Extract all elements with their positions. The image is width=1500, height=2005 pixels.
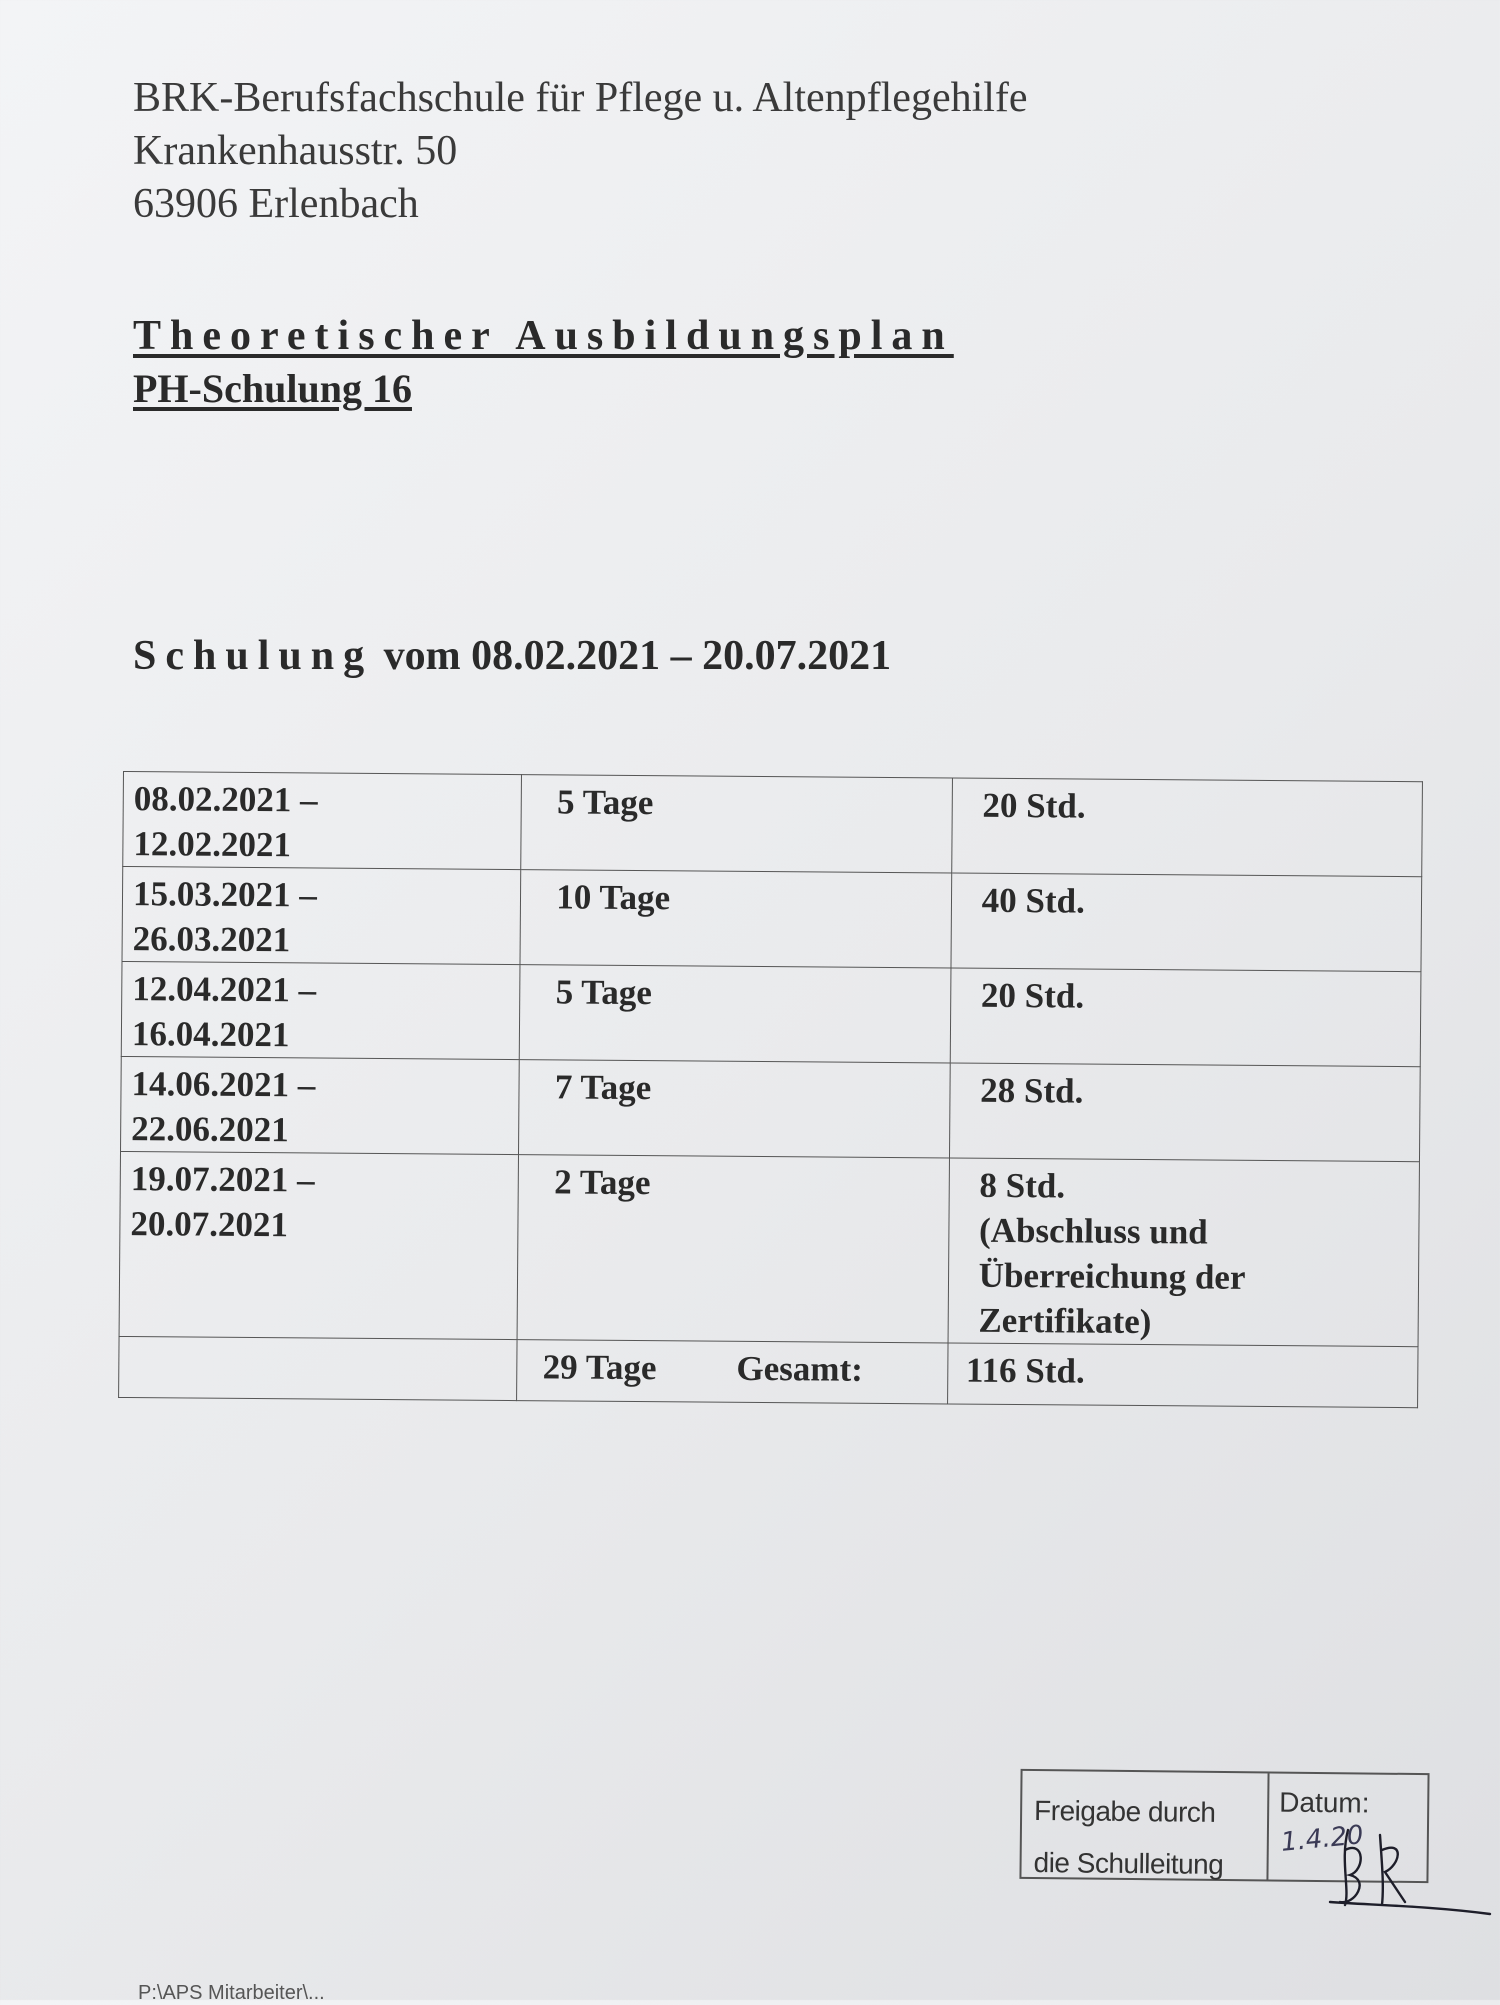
handwritten-date: 1.4.20 bbox=[1279, 1820, 1365, 1858]
stamp-line-1: Freigabe durch bbox=[1033, 1795, 1216, 1828]
date-line: 19.07.2021 – bbox=[130, 1159, 315, 1200]
signature-scribble bbox=[1310, 1810, 1500, 1920]
schulung-range: vom 08.02.2021 – 20.07.2021 bbox=[383, 633, 892, 679]
total-days-cell bbox=[517, 1340, 948, 1404]
hours-value: 28 Std. bbox=[980, 1070, 1084, 1111]
hours-value: 8 Std. bbox=[979, 1165, 1066, 1206]
schulung-label: Schulung bbox=[133, 633, 374, 679]
hours-cell bbox=[951, 873, 1422, 972]
date-range-cell bbox=[122, 867, 521, 965]
date-line: 16.04.2021 bbox=[131, 1014, 290, 1055]
school-address bbox=[133, 72, 1028, 231]
total-label: Gesamt: bbox=[736, 1348, 864, 1389]
hours-value: 20 Std. bbox=[980, 975, 1085, 1016]
date-line: 22.06.2021 bbox=[131, 1109, 289, 1150]
date-line: 12.02.2021 bbox=[133, 824, 292, 865]
stamp-approval-label bbox=[1021, 1771, 1269, 1880]
table-row bbox=[119, 1151, 1419, 1346]
stamp-date-label: Datum: bbox=[1279, 1786, 1370, 1819]
days-cell: 10 Tage bbox=[520, 870, 951, 968]
table-row bbox=[123, 772, 1423, 877]
address-line-school: BRK-Berufsfachschule für Pflege u. Altenpflegehilfe bbox=[133, 75, 1028, 121]
table-row bbox=[121, 1056, 1421, 1161]
hours-cell bbox=[950, 968, 1421, 1067]
schulung-period bbox=[133, 632, 891, 680]
days-cell: 2 Tage bbox=[517, 1155, 949, 1343]
total-row bbox=[119, 1336, 1418, 1407]
hours-note-line: Zertifikate) bbox=[978, 1300, 1152, 1342]
date-line: 14.06.2021 – bbox=[131, 1064, 316, 1105]
document-subtitle: PH-Schulung 16 bbox=[133, 366, 412, 411]
date-line: 08.02.2021 – bbox=[133, 779, 318, 820]
date-range-cell bbox=[121, 961, 520, 1059]
date-line: 26.03.2021 bbox=[132, 919, 291, 960]
total-hours-cell: 116 Std. bbox=[947, 1343, 1418, 1408]
table-row bbox=[122, 867, 1422, 972]
date-line: 15.03.2021 – bbox=[132, 874, 317, 915]
hours-value: 40 Std. bbox=[981, 880, 1085, 921]
hours-cell bbox=[949, 1063, 1420, 1162]
date-range-cell bbox=[119, 1151, 519, 1339]
hours-note-line: (Abschluss und bbox=[978, 1210, 1208, 1252]
training-schedule-table bbox=[118, 771, 1423, 1408]
stamp-line-2: die Schulleitung bbox=[1033, 1847, 1224, 1880]
file-path-footer: P:\APS Mitarbeiter\... bbox=[138, 1982, 325, 2004]
date-range-cell bbox=[123, 772, 522, 870]
hours-value: 20 Std. bbox=[982, 785, 1086, 826]
days-cell: 5 Tage bbox=[520, 965, 951, 1063]
date-line: 20.07.2021 bbox=[130, 1204, 289, 1245]
date-line: 12.04.2021 – bbox=[132, 969, 317, 1010]
total-days: 29 Tage bbox=[542, 1347, 657, 1388]
hours-cell bbox=[951, 778, 1422, 877]
days-cell: 7 Tage bbox=[519, 1060, 950, 1158]
document-title: Theoretischer Ausbildungsplan bbox=[133, 313, 954, 359]
hours-cell bbox=[948, 1158, 1420, 1347]
hours-note-line: Überreichung der bbox=[978, 1255, 1246, 1297]
table-row bbox=[121, 961, 1421, 1066]
address-line-city: 63906 Erlenbach bbox=[133, 181, 419, 227]
empty-cell bbox=[119, 1336, 518, 1400]
days-cell: 5 Tage bbox=[521, 775, 952, 873]
date-range-cell bbox=[121, 1056, 520, 1154]
address-line-street: Krankenhausstr. 50 bbox=[133, 128, 458, 174]
